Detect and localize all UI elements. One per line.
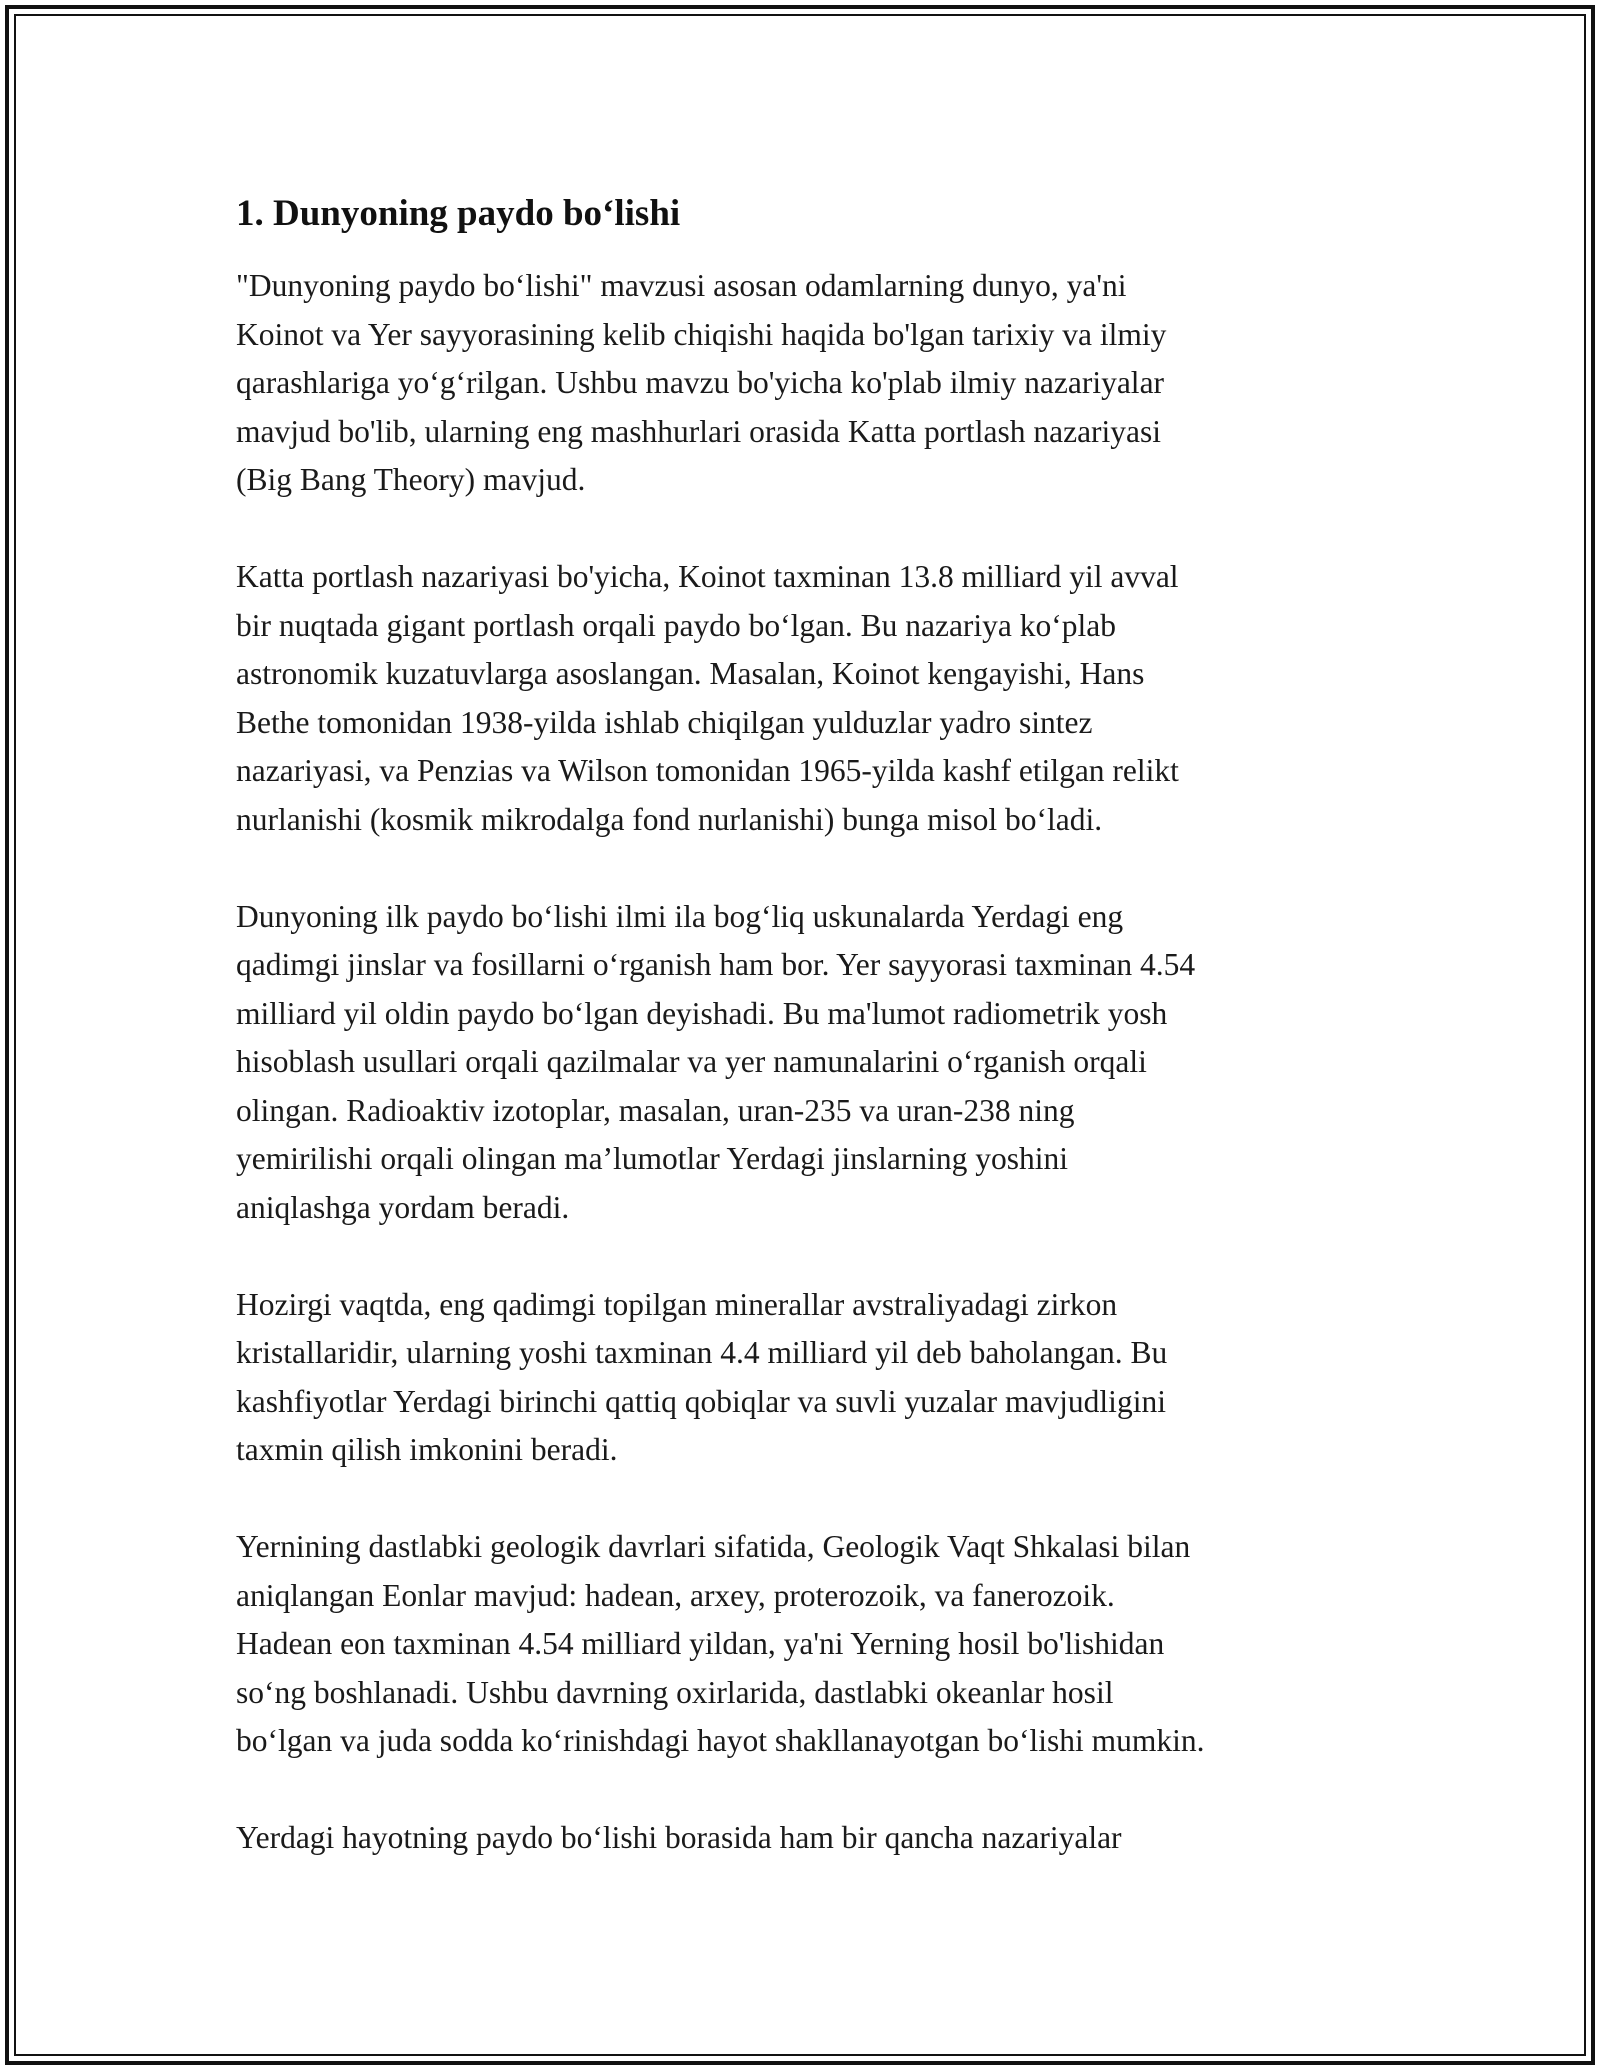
paragraph-line: yemirilishi orqali olingan ma’lumotlar Yerdagi jinslarning yoshini: [236, 1141, 1069, 1176]
paragraph-4: [236, 1281, 1396, 1475]
paragraph-line: astronomik kuzatuvlarga asoslangan. Masalan, Koinot kengayishi, Hans: [236, 656, 1145, 691]
paragraph-line: Koinot va Yer sayyorasining kelib chiqishi haqida bo'lgan tarixiy va ilmiy: [236, 316, 1167, 352]
paragraph-line: milliard yil oldin paydo bo‘lgan deyishadi. Bu ma'lumot radiometrik yosh: [236, 995, 1168, 1031]
paragraph-line: hisoblash usullari orqali qazilmalar va yer namunalarini o‘rganish orqali: [236, 1044, 1147, 1079]
paragraph-line: Hozirgi vaqtda, eng qadimgi topilgan minerallar avstraliyadagi zirkon: [236, 1286, 1118, 1322]
paragraph-line: Dunyoning ilk paydo bo‘lishi ilmi ila bog‘liq uskunalarda Yerdagi eng: [236, 898, 1124, 934]
paragraph-line: kristallaridir, ularning yoshi taxminan 4.4 milliard yil deb baholangan. Bu: [236, 1335, 1168, 1370]
paragraph-line: so‘ng boshlanadi. Ushbu davrning oxirlarida, dastlabki okeanlar hosil: [236, 1674, 1114, 1710]
paragraph-line: bir nuqtada gigant portlash orqali paydo bo‘lgan. Bu nazariya ko‘plab: [236, 607, 1117, 643]
paragraph-line: nurlanishi (kosmik mikrodalga fond nurlanishi) bunga misol bo‘ladi.: [236, 801, 1103, 837]
paragraph-line: Hadean eon taxminan 4.54 milliard yildan, ya'ni Yerning hosil bo'lishidan: [236, 1626, 1165, 1661]
paragraph-line: Yernining dastlabki geologik davrlari sifatida, Geologik Vaqt Shkalasi bilan: [236, 1529, 1191, 1564]
paragraph-line: Bethe tomonidan 1938-yilda ishlab chiqilgan yulduzlar yadro sintez: [236, 704, 1093, 740]
document-body: [236, 186, 1396, 1911]
paragraph-line: aniqlangan Eonlar mavjud: hadean, arxey, proterozoik, va fanerozoik.: [236, 1577, 1115, 1613]
paragraph-5: [236, 1523, 1396, 1766]
section-heading: 1. Dunyoning paydo bo‘lishi: [236, 193, 681, 234]
paragraph-line: "Dunyoning paydo bo‘lishi" mavzusi asosan odamlarning dunyo, ya'ni: [236, 268, 1127, 303]
paragraph-2: [236, 553, 1396, 844]
paragraph-1: [236, 262, 1396, 505]
paragraph-line: qarashlariga yo‘g‘rilgan. Ushbu mavzu bo'yicha ko'plab ilmiy nazariyalar: [236, 365, 1165, 400]
paragraph-6: [236, 1814, 1396, 1863]
paragraph-line: qadimgi jinslar va fosillarni o‘rganish ham bor. Yer sayyorasi taxminan 4.54: [236, 947, 1196, 982]
paragraph-line: Yerdagi hayotning paydo bo‘lishi borasida ham bir qancha nazariyalar: [236, 1820, 1122, 1855]
paragraph-line: kashfiyotlar Yerdagi birinchi qattiq qobiqlar va suvli yuzalar mavjudligini: [236, 1383, 1166, 1419]
paragraph-line: olingan. Radioaktiv izotoplar, masalan, uran-235 va uran-238 ning: [236, 1092, 1075, 1128]
paragraph-line: mavjud bo'lib, ularning eng mashhurlari orasida Katta portlash nazariyasi: [236, 413, 1162, 449]
paragraph-line: bo‘lgan va juda sodda ko‘rinishdagi hayot shakllanayotgan bo‘lishi mumkin.: [236, 1723, 1205, 1758]
paragraph-line: Katta portlash nazariyasi bo'yicha, Koinot taxminan 13.8 milliard yil avval: [236, 559, 1179, 594]
paragraph-3: [236, 893, 1396, 1233]
paragraph-line: taxmin qilish imkonini beradi.: [236, 1432, 618, 1467]
paragraph-line: aniqlashga yordam beradi.: [236, 1189, 570, 1225]
paragraph-line: nazariyasi, va Penzias va Wilson tomonidan 1965-yilda kashf etilgan relikt: [236, 753, 1179, 788]
paragraph-line: (Big Bang Theory) mavjud.: [236, 462, 586, 497]
